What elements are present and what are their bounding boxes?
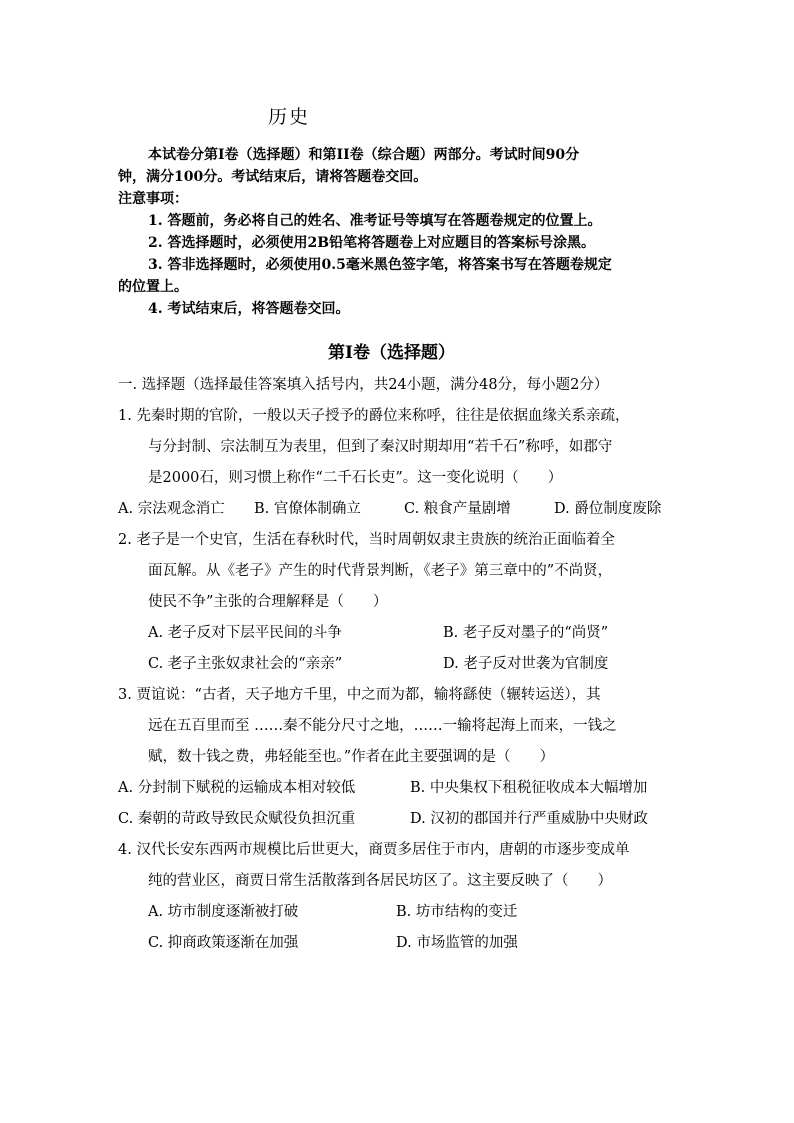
option-b: B. 老子反对墨子的“尚贤” [443, 625, 609, 641]
option-a: A. 老子反对下层平民间的斗争 [148, 625, 342, 641]
option-row [118, 618, 680, 649]
section-title: 第Ⅰ卷（选择题） [328, 343, 455, 363]
question-line: 2. 老子是一个史官，生活在春秋时代，当时周朝奴隶主贵族的统治正面临着全 [118, 532, 615, 548]
notice-item: 1. 答题前，务必将自己的姓名、准考证号等填写在答题卷规定的位置上。 [148, 213, 602, 229]
option-d: D. 市场监管的加强 [396, 935, 518, 951]
option-b: B. 坊市结构的变迁 [396, 904, 518, 920]
notice-item: 2. 答选择题时，必须使用2B铅笔将答题卷上对应题目的答案标号涂黑。 [148, 235, 596, 251]
notice-item-continuation: 的位置上。 [118, 279, 188, 295]
option-row [118, 773, 680, 804]
question-line: 4. 汉代长安东西两市规模比后世更大，商贾多居住于市内，唐朝的市逐步变成单 [118, 842, 630, 858]
option-a: A. 坊市制度逐渐被打破 [148, 904, 299, 920]
question-line: 使民不争”主张的合理解释是（ ） [148, 594, 388, 610]
question-line: 赋，数十钱之费，弗轻能至也。”作者在此主要强调的是（ ） [148, 749, 555, 765]
option-b: B. 中央集权下租税征收成本大幅增加 [410, 780, 648, 796]
notice-intro-line-1: 本试卷分第Ⅰ卷（选择题）和第II卷（综合题）两部分。考试时间90分 [148, 147, 580, 163]
page-title: 历史 [268, 106, 311, 128]
option-row [118, 897, 680, 928]
option-row [118, 649, 680, 680]
option-a: A. 分封制下赋税的运输成本相对较低 [118, 780, 356, 796]
option-c: C. 老子主张奴隶社会的“亲亲” [148, 656, 343, 672]
question-line: 与分封制、宗法制互为表里，但到了秦汉时期却用“若千石”称呼，如郡守 [148, 439, 613, 455]
option-c: C. 秦朝的苛政导致民众赋役负担沉重 [118, 811, 356, 827]
option-c: C. 抑商政策逐渐在加强 [148, 935, 299, 951]
option-b: B. 官僚体制确立 [254, 501, 361, 517]
notice-item: 4. 考试结束后，将答题卷交回。 [148, 301, 350, 317]
question-line: 纯的营业区，商贾日常生活散落到各居民坊区了。这主要反映了（ ） [148, 873, 612, 889]
option-d: D. 爵位制度废除 [554, 501, 662, 517]
option-d: D. 汉初的郡国并行严重威胁中央财政 [410, 811, 648, 827]
question-list [118, 370, 680, 959]
question-line: 是2000石，则习惯上称作“二千石长吏”。这一变化说明（ ） [148, 470, 563, 486]
option-a: A. 宗法观念消亡 [118, 501, 225, 517]
option-row [118, 804, 680, 835]
notice-heading: 注意事项： [118, 191, 188, 207]
exam-notice [118, 144, 678, 320]
option-c: C. 粮食产量剧增 [404, 501, 511, 517]
question-line: 1. 先秦时期的官阶，一般以天子授予的爵位来称呼，往往是依据血缘关系亲疏， [118, 408, 630, 424]
question-line: 3. 贾谊说：“古者，天子地方千里，中之而为都，输将繇使（辗转运送），其 [118, 687, 601, 703]
question-line: 面瓦解。从《老子》产生的时代背景判断，《老子》第三章中的”不尚贤， [148, 563, 613, 579]
option-d: D. 老子反对世袭为官制度 [443, 656, 609, 672]
notice-item: 3. 答非选择题时，必须使用0.5毫米黑色签字笔，将答案书写在答题卷规定 [148, 257, 612, 273]
option-row [118, 928, 680, 959]
question-line: 远在五百里而至 ……秦不能分尺寸之地，……一输将起海上而来，一钱之 [148, 718, 617, 734]
part-header: 一. 选择题（选择最佳答案填入括号内，共24小题，满分48分，每小题2分） [118, 377, 609, 393]
option-row [118, 494, 680, 525]
notice-intro-line-2: 钟，满分100分。考试结束后，请将答题卷交回。 [118, 169, 428, 185]
